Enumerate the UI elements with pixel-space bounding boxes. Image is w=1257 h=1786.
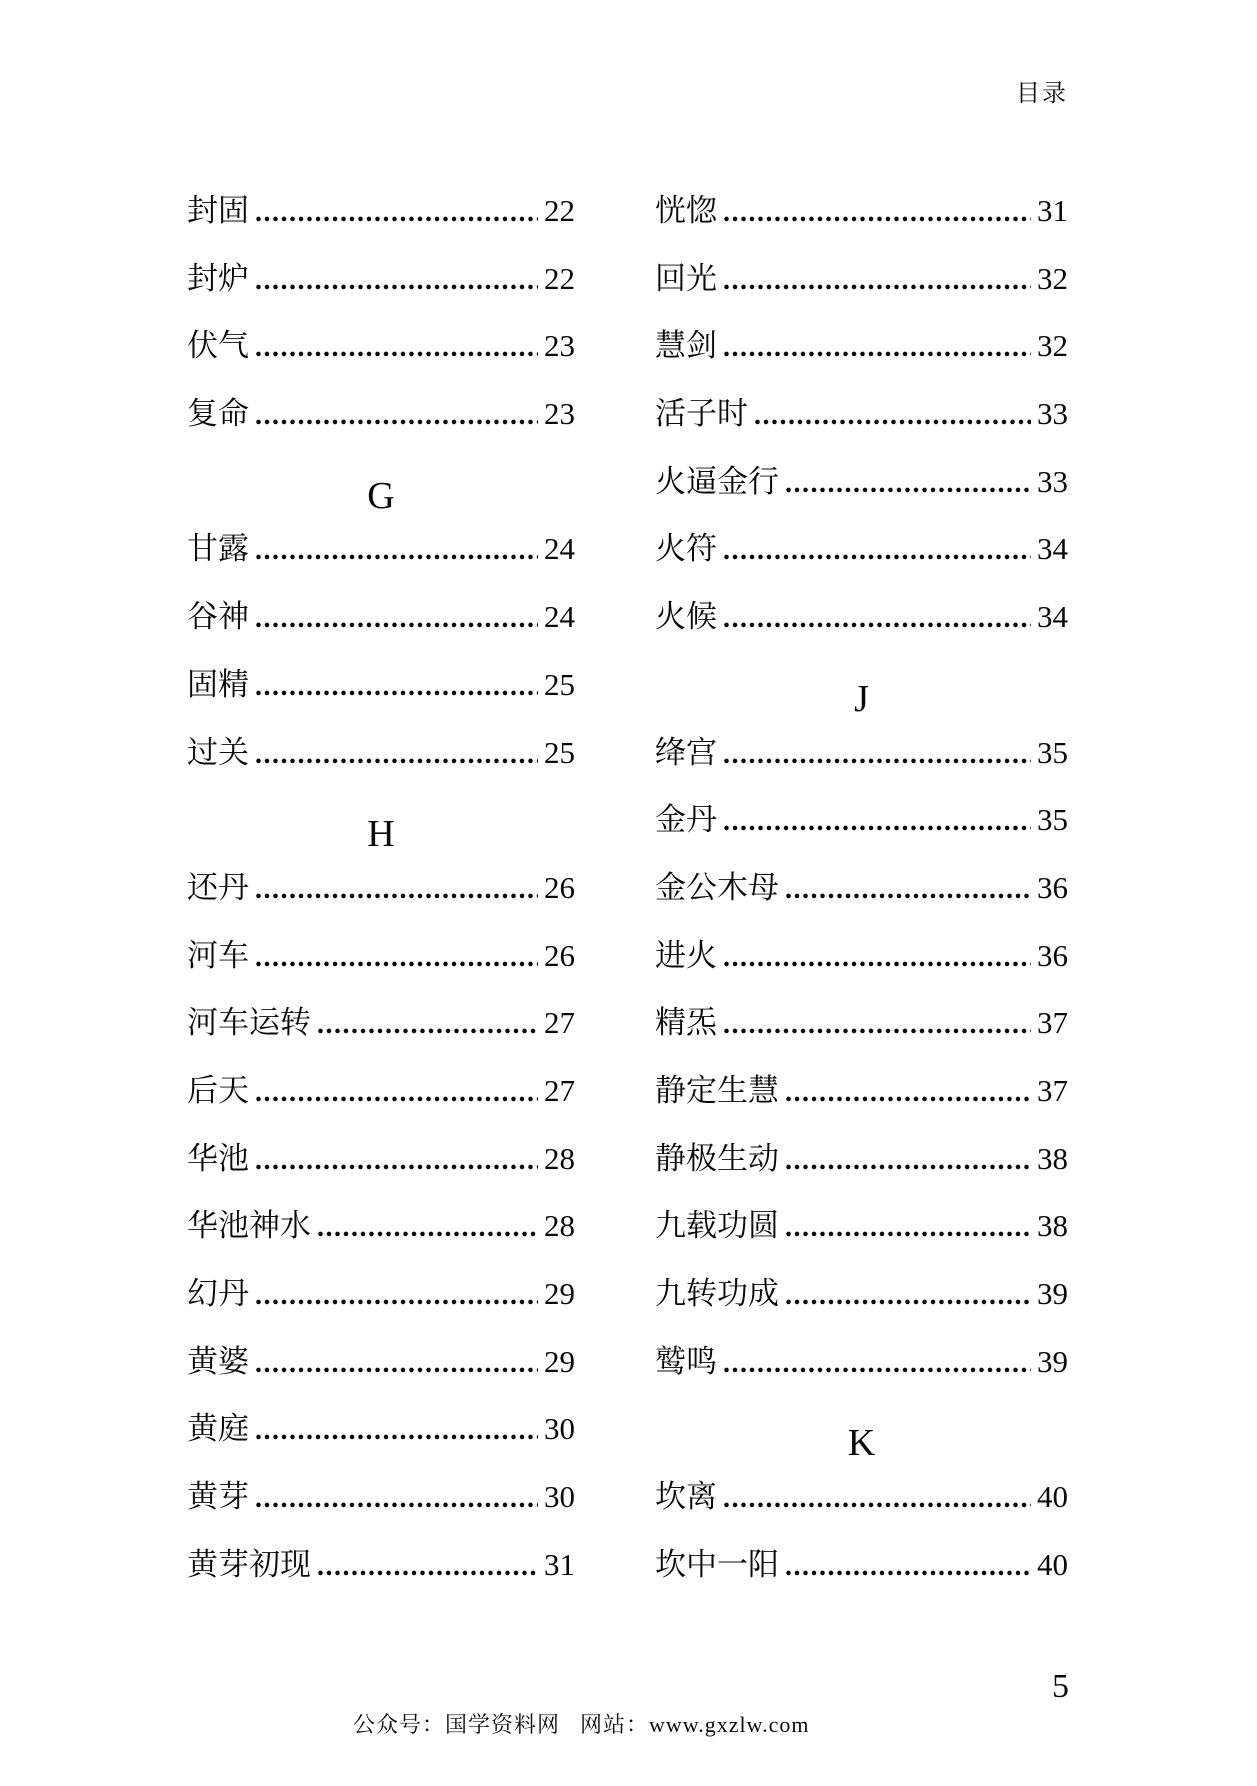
toc-entry	[655, 261, 1068, 329]
footer-website: 网站：www.gxzlw.com	[580, 1712, 810, 1737]
toc-entry-page: 40	[1037, 1479, 1068, 1515]
toc-entry-page: 32	[1037, 328, 1068, 364]
dot-leader	[255, 601, 538, 637]
toc-entry	[187, 870, 575, 938]
dot-leader	[785, 1075, 1031, 1111]
toc-entry-term: 封炉	[187, 260, 249, 296]
toc-entry-term: 甘露	[187, 531, 249, 567]
toc-entry-term: 华池	[187, 1140, 249, 1176]
toc-entry-page: 31	[544, 1546, 575, 1582]
toc-entry	[655, 1344, 1068, 1412]
toc-entry-page: 24	[544, 599, 575, 635]
toc-entry	[655, 599, 1068, 667]
page-header-title: 目录	[1016, 81, 1068, 107]
toc-entry-page: 25	[544, 734, 575, 770]
dot-leader	[317, 1549, 538, 1585]
toc-entry-page: 27	[544, 1005, 575, 1041]
toc-entry-term: 鹫鸣	[655, 1343, 717, 1379]
toc-entry-term: 固精	[187, 666, 249, 702]
toc-entry-page: 33	[1037, 396, 1068, 432]
toc-entry	[187, 396, 575, 464]
toc-entry-term: 火候	[655, 599, 717, 635]
toc-entry	[655, 531, 1068, 599]
toc-entry-page: 34	[1037, 531, 1068, 567]
toc-entry	[187, 1344, 575, 1412]
toc-entry	[187, 667, 575, 735]
toc-entry	[187, 735, 575, 803]
dot-leader	[723, 601, 1031, 637]
toc-entry-term: 慧剑	[655, 328, 717, 364]
toc-entry	[655, 938, 1068, 1006]
toc-entry	[187, 1073, 575, 1141]
toc-entry	[187, 1479, 575, 1547]
dot-leader	[255, 263, 538, 299]
toc-entry-page: 36	[1037, 937, 1068, 973]
toc-entry	[187, 1208, 575, 1276]
dot-leader	[255, 940, 538, 976]
toc-entry-page: 29	[544, 1276, 575, 1311]
toc-entry-page: 31	[1037, 193, 1068, 228]
toc-entry-term: 谷神	[187, 599, 249, 635]
toc-entry-page: 26	[544, 937, 575, 973]
toc-entry-term: 回光	[655, 260, 717, 296]
toc-entry-term: 精炁	[655, 1005, 717, 1041]
toc-entry-page: 34	[1037, 599, 1068, 635]
toc-column-right	[655, 193, 1068, 1614]
dot-leader	[723, 1007, 1031, 1043]
dot-leader	[255, 872, 538, 908]
toc-entry-page: 37	[1037, 1005, 1068, 1041]
dot-leader	[723, 940, 1031, 976]
toc-entry	[655, 396, 1068, 464]
toc-entry-term: 绛宫	[655, 734, 717, 770]
toc-entry-term: 恍惚	[655, 193, 717, 228]
dot-leader	[785, 1549, 1031, 1585]
toc-section-letter: G	[367, 474, 395, 517]
toc-entry-term: 静极生动	[655, 1140, 779, 1176]
toc-entry-page: 40	[1037, 1546, 1068, 1582]
toc-entry	[655, 464, 1068, 532]
toc-entry-page: 33	[1037, 463, 1068, 499]
dot-leader	[255, 1278, 538, 1314]
toc-entry-term: 幻丹	[187, 1276, 249, 1311]
dot-leader	[255, 1143, 538, 1179]
toc-columns	[187, 193, 1068, 1614]
dot-leader	[255, 1346, 538, 1382]
toc-entry-term: 黄庭	[187, 1411, 249, 1447]
toc-entry-page: 38	[1037, 1208, 1068, 1244]
toc-entry-page: 25	[544, 666, 575, 702]
toc-section-letter: H	[367, 813, 395, 856]
toc-entry-page: 28	[544, 1140, 575, 1176]
dot-leader	[255, 398, 538, 434]
toc-entry-term: 复命	[187, 396, 249, 432]
toc-entry	[187, 1547, 575, 1615]
dot-leader	[723, 195, 1031, 231]
toc-entry	[187, 599, 575, 667]
toc-entry	[655, 1073, 1068, 1141]
toc-entry-term: 后天	[187, 1072, 249, 1108]
dot-leader	[723, 330, 1031, 366]
toc-entry	[655, 870, 1068, 938]
toc-entry-term: 静定生慧	[655, 1072, 779, 1108]
toc-entry-page: 35	[1037, 802, 1068, 838]
toc-entry-term: 过关	[187, 734, 249, 770]
toc-entry-term: 火逼金行	[655, 463, 779, 499]
dot-leader	[255, 1075, 538, 1111]
toc-entry-page: 39	[1037, 1343, 1068, 1379]
toc-entry	[655, 193, 1068, 261]
toc-entry-term: 九载功圆	[655, 1208, 779, 1244]
toc-entry	[187, 261, 575, 329]
dot-leader	[255, 195, 538, 231]
toc-entry-term: 华池神水	[187, 1208, 311, 1244]
dot-leader	[723, 263, 1031, 299]
toc-entry-term: 进火	[655, 937, 717, 973]
dot-leader	[255, 737, 538, 773]
page-number: 5	[1052, 1668, 1069, 1705]
toc-entry	[655, 802, 1068, 870]
dot-leader	[255, 533, 538, 569]
toc-entry	[187, 1411, 575, 1479]
toc-section-letter: K	[847, 1422, 876, 1465]
dot-leader	[255, 1481, 538, 1517]
toc-entry-term: 河车	[187, 937, 249, 973]
toc-entry-term: 伏气	[187, 328, 249, 364]
toc-entry-page: 36	[1037, 869, 1068, 905]
dot-leader	[785, 1278, 1031, 1314]
toc-entry	[655, 1547, 1068, 1615]
toc-entry	[187, 193, 575, 261]
toc-entry-term: 封固	[187, 193, 249, 228]
toc-entry-page: 35	[1037, 734, 1068, 770]
toc-entry	[187, 1141, 575, 1209]
toc-entry	[655, 1479, 1068, 1547]
dot-leader	[255, 669, 538, 705]
toc-entry-term: 金丹	[655, 802, 717, 838]
toc-entry-term: 黄芽初现	[187, 1546, 311, 1582]
dot-leader	[785, 1143, 1031, 1179]
toc-entry-page: 38	[1037, 1140, 1068, 1176]
toc-entry-term: 火符	[655, 531, 717, 567]
dot-leader	[317, 1210, 538, 1246]
toc-entry-page: 26	[544, 869, 575, 905]
dot-leader	[785, 1210, 1031, 1246]
toc-entry-page: 30	[544, 1479, 575, 1515]
toc-entry-page: 30	[544, 1411, 575, 1447]
dot-leader	[723, 1481, 1031, 1517]
toc-entry-page: 23	[544, 328, 575, 364]
toc-entry-term: 还丹	[187, 869, 249, 905]
toc-entry-page: 29	[544, 1343, 575, 1379]
toc-entry-page: 39	[1037, 1276, 1068, 1311]
toc-entry	[655, 1141, 1068, 1209]
toc-entry-page: 28	[544, 1208, 575, 1244]
toc-entry	[187, 328, 575, 396]
dot-leader	[723, 1346, 1031, 1382]
toc-entry	[187, 531, 575, 599]
toc-entry	[655, 328, 1068, 396]
toc-entry-term: 河车运转	[187, 1005, 311, 1041]
toc-entry	[655, 1005, 1068, 1073]
toc-entry-term: 九转功成	[655, 1276, 779, 1311]
toc-entry-page: 22	[544, 193, 575, 228]
dot-leader	[754, 398, 1031, 434]
toc-entry	[655, 1276, 1068, 1344]
toc-entry-page: 22	[544, 260, 575, 296]
toc-entry-page: 24	[544, 531, 575, 567]
dot-leader	[785, 466, 1031, 502]
toc-entry-term: 坎离	[655, 1479, 717, 1515]
toc-entry-page: 23	[544, 396, 575, 432]
toc-entry-page: 32	[1037, 260, 1068, 296]
dot-leader	[723, 804, 1031, 840]
toc-entry-term: 黄芽	[187, 1479, 249, 1515]
dot-leader	[317, 1007, 538, 1043]
toc-entry-term: 坎中一阳	[655, 1546, 779, 1582]
toc-entry	[187, 1005, 575, 1073]
toc-entry-term: 金公木母	[655, 869, 779, 905]
toc-column-left	[187, 193, 575, 1614]
dot-leader	[255, 330, 538, 366]
toc-entry-term: 活子时	[655, 396, 748, 432]
dot-leader	[723, 533, 1031, 569]
toc-entry-page: 27	[544, 1072, 575, 1108]
toc-entry	[187, 1276, 575, 1344]
dot-leader	[785, 872, 1031, 908]
toc-entry-term: 黄婆	[187, 1343, 249, 1379]
toc-entry	[187, 938, 575, 1006]
toc-entry	[655, 735, 1068, 803]
footer	[353, 1712, 809, 1738]
toc-entry	[655, 1208, 1068, 1276]
toc-entry-page: 37	[1037, 1072, 1068, 1108]
toc-section-letter: J	[854, 677, 869, 720]
footer-account: 公众号：国学资料网	[353, 1712, 561, 1737]
dot-leader	[723, 737, 1031, 773]
dot-leader	[255, 1413, 538, 1449]
